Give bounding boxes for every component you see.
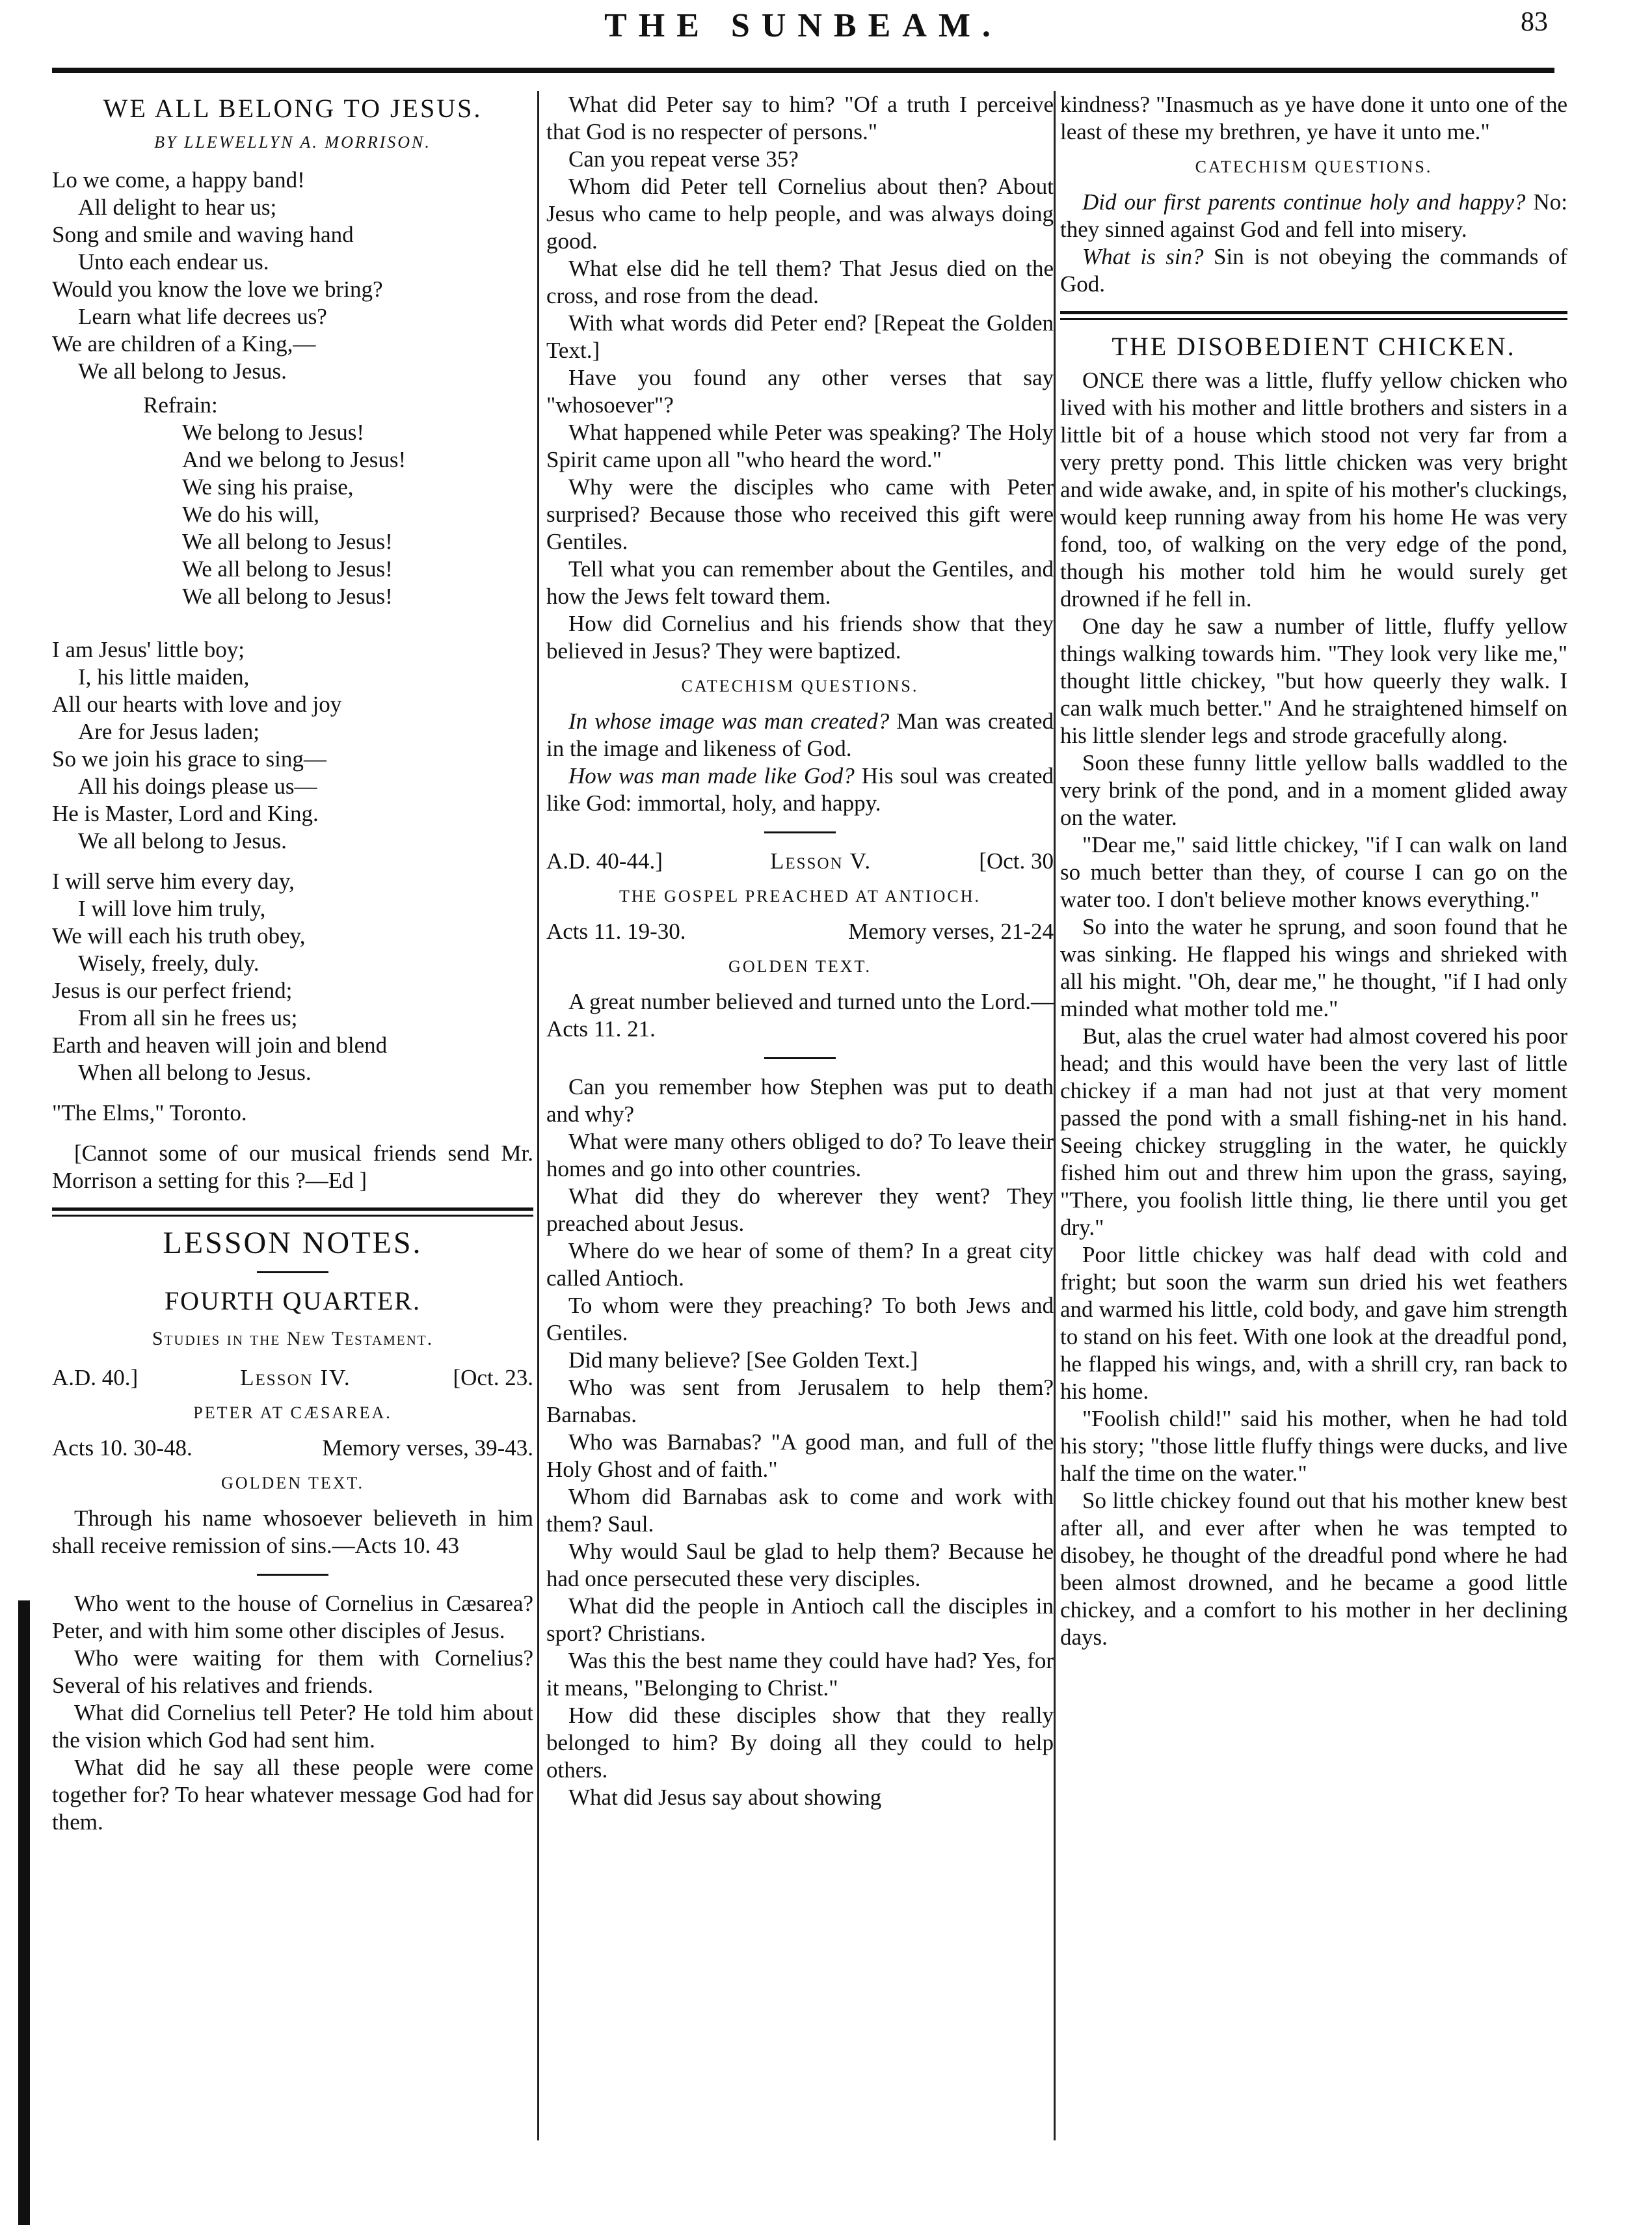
scripture-reference: Acts 10. 30-48.	[52, 1435, 193, 1461]
lesson-iv-header	[52, 1364, 533, 1392]
qa-paragraph: Tell what you can remember about the Gentiles, and how the Jews felt toward them.	[546, 556, 1054, 609]
qa-paragraph: Was this the best name they could have had? Yes, for it means, "Belonging to Christ."	[546, 1648, 1054, 1701]
qa-paragraph: Whom did Barnabas ask to come and work with them? Saul.	[546, 1484, 1054, 1537]
catechism-answer: No: they sinned against God and fell into misery.	[1060, 189, 1568, 242]
lesson-date: A.D. 40.]	[52, 1365, 139, 1390]
verse-line: Song and smile and waving hand	[52, 222, 354, 247]
story-title: THE DISOBEDIENT CHICKEN.	[1112, 332, 1516, 361]
story-paragraph: But, alas the cruel water had almost covered his poor head; and this would have been the very last of little chickey if a man had not just at that very moment passed the pond with a small fishing-net in his hand. Seeing chickey struggling in the water, he quickly fished him out and threw him upon the grass, saying, "There, you foolish little thing, lie there until you get dry."	[1060, 1023, 1567, 1240]
quarter-title: FOURTH QUARTER.	[164, 1286, 421, 1315]
stanza-1	[52, 167, 533, 385]
verse-line: Earth and heaven will join and blend	[52, 1032, 388, 1058]
lesson-month: [Oct. 30	[979, 848, 1054, 874]
refrain-line: We all belong to Jesus!	[182, 556, 393, 582]
top-rule	[52, 68, 1554, 73]
lesson-title: THE GOSPEL PREACHED AT ANTIOCH.	[619, 887, 981, 906]
verse-line: So we join his grace to sing—	[52, 746, 326, 772]
section-rule	[1060, 311, 1567, 320]
qa-paragraph: Who was Barnabas? "A good man, and full of the Holy Ghost and of faith."	[546, 1429, 1054, 1482]
qa-paragraph: What did he say all these people were come together for? To hear whatever message God had for them.	[52, 1755, 533, 1835]
golden-text: A great number believed and turned unto the Lord.—Acts 11. 21.	[546, 989, 1054, 1042]
short-rule	[764, 831, 836, 833]
qa-paragraph: Why would Saul be glad to help them? Because he had once persecuted these very disciples.	[546, 1539, 1054, 1591]
story-paragraph: So little chickey found out that his mother knew best after all, and ever after when he was tempted to disobey, he thought of the dreadful pond where he had been almost drowned, and he became a good little chickey, and a comfort to his mother in her declining days.	[1060, 1488, 1567, 1650]
verse-line: I, his little maiden,	[78, 664, 250, 690]
lesson-v-header	[546, 848, 1054, 875]
poem-place: "The Elms," Toronto.	[52, 1100, 247, 1126]
qa-paragraph: Where do we hear of some of them? In a great city called Antioch.	[546, 1238, 1054, 1291]
qa-paragraph: How did Cornelius and his friends show that they believed in Jesus? They were baptized.	[546, 611, 1054, 664]
qa-paragraph: With what words did Peter end? [Repeat the Golden Text.]	[546, 310, 1054, 363]
verse-line: I will love him truly,	[78, 896, 266, 921]
lesson-number: Lesson IV.	[240, 1365, 351, 1390]
section-rule	[52, 1207, 533, 1217]
short-rule	[257, 1271, 328, 1273]
qa-paragraph: Who went to the house of Cornelius in Cæsarea? Peter, and with him some other disciples of Jesus.	[52, 1591, 533, 1643]
column-rule-1	[537, 91, 539, 2140]
verse-line: We will each his truth obey,	[52, 923, 306, 949]
page-header	[52, 0, 1554, 52]
story-paragraph: "Foolish child!" said his mother, when he had told his story; "those little fluffy things were ducks, and live half the time on the water."	[1060, 1406, 1567, 1486]
refrain-line: We all belong to Jesus!	[182, 584, 393, 609]
catechism-item	[1060, 189, 1567, 243]
qa-paragraph: What else did he tell them? That Jesus died on the cross, and rose from the dead.	[546, 256, 1054, 308]
lesson-title: PETER AT CÆSAREA.	[193, 1403, 392, 1422]
verse-line: We all belong to Jesus.	[78, 828, 287, 854]
catechism-question: How was man made like God?	[568, 763, 855, 789]
qa-paragraph: To whom were they preaching? To both Jews and Gentiles.	[546, 1293, 1054, 1345]
qa-paragraph: Whom did Peter tell Cornelius about then? About Jesus who came to help people, and was always doing good.	[546, 174, 1054, 254]
continuation-paragraph: kindness? "Inasmuch as ye have done it unto one of the least of these my brethren, ye have it unto me."	[1060, 92, 1567, 144]
catechism-heading: CATECHISM QUESTIONS.	[681, 677, 919, 695]
lesson-reference	[546, 918, 1054, 945]
short-rule	[257, 1574, 328, 1576]
column-1	[52, 91, 533, 1836]
running-title: THE SUNBEAM.	[604, 7, 1002, 44]
catechism-heading: CATECHISM QUESTIONS.	[1195, 157, 1433, 176]
qa-paragraph: What did Jesus say about showing	[568, 1785, 882, 1810]
verse-line: Would you know the love we bring?	[52, 276, 383, 302]
scripture-reference: Acts 11. 19-30.	[546, 919, 686, 944]
refrain-label: Refrain:	[143, 392, 218, 418]
verse-line: All delight to hear us;	[78, 195, 277, 220]
poem-title: WE ALL BELONG TO JESUS.	[103, 94, 483, 123]
verse-line: Jesus is our perfect friend;	[52, 978, 293, 1003]
story-paragraph: Soon these funny little yellow balls waddled to the very brink of the pond, and in a moment glided away on the water.	[1060, 750, 1567, 830]
story-paragraph: So into the water he sprung, and soon found that he was sinking. He flapped his wings and shrieked with all his might. "Oh, dear me," he thought, "if I had only minded what mother told me."	[1060, 914, 1567, 1021]
story-paragraph: "Dear me," said little chickey, "if I can walk on land so much better than they, of course I can go on the water too. I don't believe mother knows everything."	[1060, 832, 1567, 912]
column-rule-2	[1054, 91, 1056, 2140]
qa-paragraph: Have you found any other verses that say "whosoever"?	[546, 365, 1054, 418]
qa-paragraph: What did the people in Antioch call the disciples in sport? Christians.	[546, 1593, 1054, 1646]
verse-line: Learn what life decrees us?	[78, 304, 327, 329]
stanza-3	[52, 868, 533, 1086]
qa-paragraph: Who were waiting for them with Cornelius? Several of his relatives and friends.	[52, 1645, 533, 1698]
story-paragraph: Poor little chickey was half dead with cold and fright; but soon the warm sun dried his wet feathers and warmed his little, cold body, and gave him strength to stand on his feet. With one look at the dreadful pond, he flapped his wings, and, with a shrill cry, ran back to his home.	[1060, 1242, 1567, 1404]
qa-paragraph: What were many others obliged to do? To leave their homes and go into other countries.	[546, 1129, 1054, 1181]
golden-text-heading: GOLDEN TEXT.	[221, 1474, 364, 1492]
binding-edge	[18, 1600, 30, 2225]
qa-paragraph: Did many believe? [See Golden Text.]	[568, 1347, 918, 1373]
qa-paragraph: Why were the disciples who came with Peter surprised? Because those who received this gift were Gentiles.	[546, 474, 1054, 554]
qa-paragraph: Can you remember how Stephen was put to death and why?	[546, 1074, 1054, 1127]
qa-paragraph: How did these disciples show that they really belonged to him? By doing all they could to help others.	[546, 1703, 1054, 1783]
catechism-item	[546, 762, 1054, 817]
short-rule	[764, 1057, 836, 1059]
catechism-answer: Sin is not obeying the commands of God.	[1060, 244, 1567, 297]
studies-subtitle: Studies in the New Testament.	[152, 1328, 434, 1349]
story-paragraph: ONCE there was a little, fluffy yellow chicken who lived with his mother and little brothers and sisters in a little bit of a house which stood not very far from a very pretty pond. This little chicken was very bright and wide awake, and, in spite of his mother's cluckings, would keep running away from his home He was very fond, too, of walking on the very edge of the pond, though his mother told him he would surely get drowned if he fell in.	[1060, 368, 1568, 612]
catechism-question: In whose image was man created?	[568, 708, 890, 734]
qa-paragraph: What did Peter say to him? "Of a truth I perceive that God is no respecter of persons."	[546, 92, 1054, 144]
catechism-answer: His soul was created like God: immortal, holy, and happy.	[546, 763, 1054, 816]
verse-line: Are for Jesus laden;	[78, 719, 260, 744]
catechism-item	[1060, 243, 1567, 298]
catechism-question: What is sin?	[1082, 244, 1204, 269]
lesson-month: [Oct. 23.	[453, 1365, 533, 1390]
refrain-line: We sing his praise,	[182, 474, 354, 500]
qa-paragraph: What happened while Peter was speaking? The Holy Spirit came upon all "who heard the word."	[546, 420, 1054, 472]
editor-note: [Cannot some of our musical friends send Mr. Morrison a setting for this ?—Ed ]	[52, 1140, 533, 1193]
verse-line: I am Jesus' little boy;	[52, 637, 245, 662]
qa-paragraph: What did they do wherever they went? They preached about Jesus.	[546, 1183, 1054, 1236]
verse-line: From all sin he frees us;	[78, 1005, 298, 1031]
verse-line: Lo we come, a happy band!	[52, 167, 305, 193]
verse-line: He is Master, Lord and King.	[52, 801, 319, 826]
verse-line: Wisely, freely, duly.	[78, 951, 260, 976]
verse-line: We are children of a King,—	[52, 331, 316, 357]
catechism-item	[546, 708, 1054, 762]
memory-verses: Memory verses, 21-24	[848, 919, 1054, 944]
poem-byline: BY LLEWELLYN A. MORRISON.	[154, 133, 431, 152]
refrain-line: We all belong to Jesus!	[182, 529, 393, 554]
story-paragraph: One day he saw a number of little, fluffy yellow things walking towards him. "They look very like me," thought little chickey, "but how queerly they walk. I can walk much better." And he straightened himself on his little slender legs and strode gracefully along.	[1060, 614, 1567, 748]
lesson-number: Lesson V.	[769, 848, 872, 874]
golden-text: Through his name whosoever believeth in him shall receive remission of sins.—Acts 10. 43	[52, 1505, 533, 1558]
lesson-reference	[52, 1435, 533, 1462]
verse-line: All our hearts with love and joy	[52, 692, 342, 717]
lesson-date: A.D. 40-44.]	[546, 848, 663, 874]
verse-line: All his doings please us—	[78, 774, 317, 799]
golden-text-heading: GOLDEN TEXT.	[728, 957, 872, 976]
catechism-answer: Man was created in the image and likeness of God.	[546, 708, 1054, 761]
verse-line: Unto each endear us.	[78, 249, 269, 275]
refrain	[52, 419, 533, 610]
qa-paragraph: Can you repeat verse 35?	[568, 146, 799, 172]
catechism-question: Did our first parents continue holy and happy?	[1082, 189, 1526, 215]
refrain-line: We belong to Jesus!	[182, 420, 365, 445]
verse-line: When all belong to Jesus.	[78, 1060, 312, 1085]
column-2	[546, 91, 1054, 1811]
stanza-2	[52, 636, 533, 855]
verse-line: I will serve him every day,	[52, 869, 295, 894]
memory-verses: Memory verses, 39-43.	[322, 1435, 533, 1461]
column-3	[1060, 91, 1567, 1651]
refrain-line: And we belong to Jesus!	[182, 447, 406, 472]
page-number: 83	[1521, 7, 1548, 37]
verse-line: We all belong to Jesus.	[78, 358, 287, 384]
qa-paragraph: Who was sent from Jerusalem to help them? Barnabas.	[546, 1375, 1054, 1427]
qa-paragraph: What did Cornelius tell Peter? He told him about the vision which God had sent him.	[52, 1700, 533, 1753]
refrain-line: We do his will,	[182, 502, 320, 527]
lesson-notes-title: LESSON NOTES.	[163, 1226, 423, 1260]
